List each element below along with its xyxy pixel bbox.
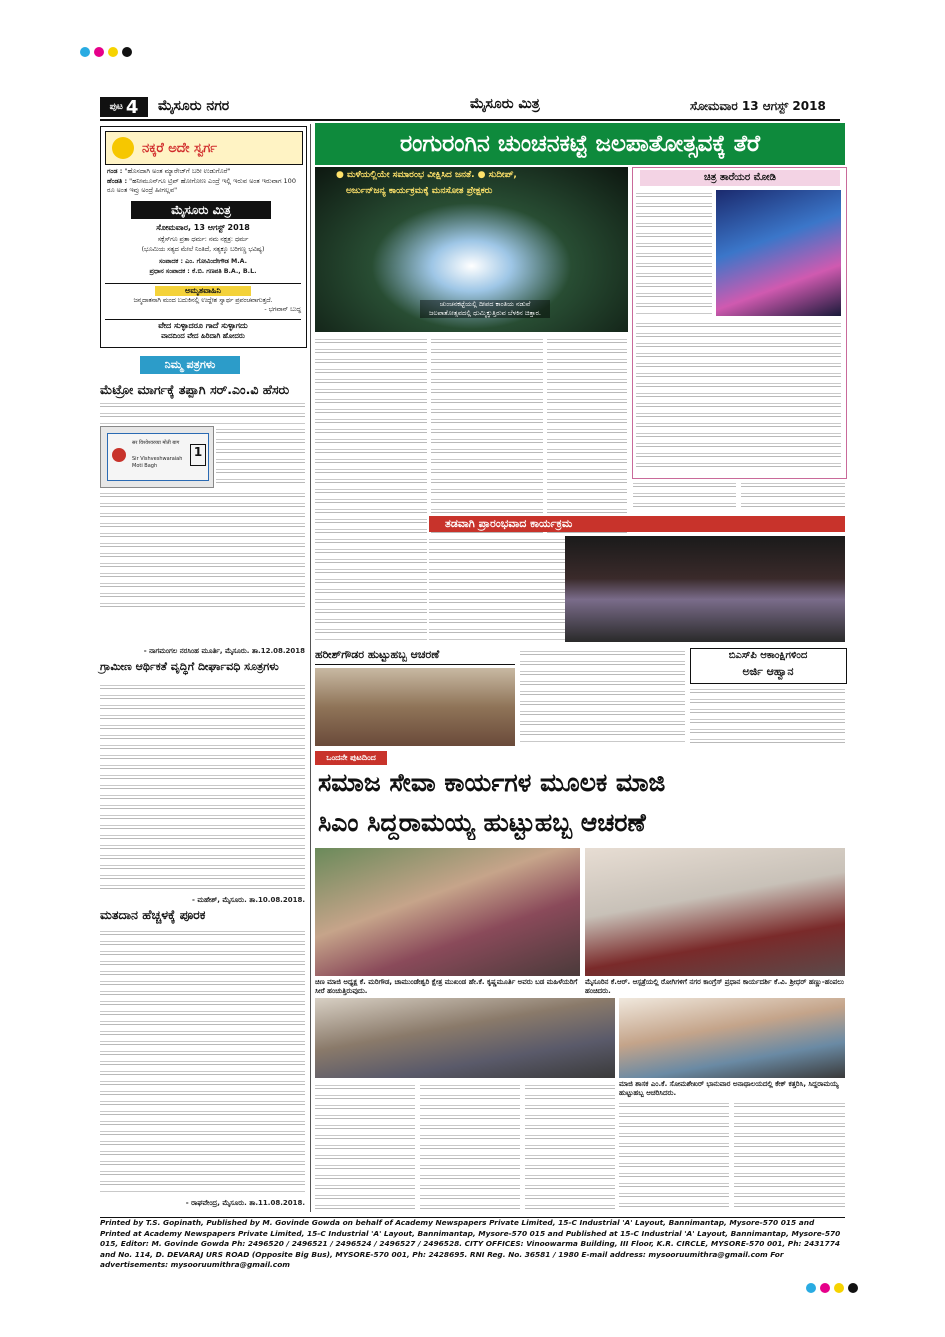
bsp-headline-1: ಬಿಎಸ್‌ಪಿ ಆಕಾಂಕ್ಷಿಗಳಿಂದ [728,650,808,661]
lead-body-col-4 [633,480,736,510]
letter-3-headline: ಮತದಾನ ಹೆಚ್ಚಳಕ್ಕೆ ಪೂರಕ [100,907,206,922]
no-entry-icon [112,448,126,462]
stars-title: ಚಿತ್ರ ತಾರೆಯರ ಮೋಡಿ [640,170,840,186]
lead-headline: ರಂಗುರಂಗಿನ ಚುಂಚನಕಟ್ಟೆ ಜಲಪಾತೋತ್ಸವಕ್ಕೆ ತೆರೆ [399,131,760,157]
page-number: 4 [125,96,139,118]
metro-sign-board [107,433,209,481]
lead-body-col-1 [315,336,427,642]
masthead-pub-editor: ಪ್ರಧಾನ ಸಂಪಾದಕ : ಕೆ.ಬಿ. ಗಣಪತಿ B.A., B.L. [149,268,257,275]
continuation-body-3 [525,1082,615,1212]
letter-1-body [100,400,305,424]
rain-crowd-photo [565,536,845,642]
stars-body-left [636,190,712,316]
stars-stage-photo [716,190,841,316]
letter-3-body [100,928,305,1192]
registration-mark-yellow [834,1283,844,1293]
page-label: ಪುಟ [109,102,123,112]
bsp-headline-2: ಅರ್ಜಿ ಆಹ್ವಾನ [742,665,794,678]
humor-line-2-text: "ಹನೀಮೂನ್‌ಗೂ ಟ್ರಿಪ್ ಹೋಗೋಣ ಎಂದ್ರೆ ಇಲ್ಲಿ ಇರುವ ಅಂತ ಇರುವಾಗ 100 ರೂ ಅಂತ ಇವ್ರು ಅಂದ್ರೆ ಹೀಗಲ್ಲವ" [107,177,296,194]
letter-2-signature: - ಮಹೇಶ್, ಮೈಸೂರು. ತಾ.10.08.2018. [191,896,305,904]
registration-mark-cyan [806,1283,816,1293]
lead-subhead-2: ಅರ್ಜುನ್‌ಜನ್ಯ ಕಾರ್ಯಕ್ರಮಕ್ಕೆ ಮನಸೋತ ಪ್ರೇಕ್ಷಕರು [346,186,493,196]
humor-title: ನಕ್ಕರೆ ಅದೇ ಸ್ವರ್ಗ [142,140,217,156]
letter-1-signature: - ನಾಗಮಂಗಲ ನರಸಿಂಹ ಮೂರ್ತಿ, ಮೈಸೂರು. ತಾ.12.08.2018 [143,647,305,655]
harish-headline: ಹರೀಶ್‌ಗೌಡರ ಹುಟ್ಟುಹಬ್ಬ ಆಚರಣೆ [315,648,515,665]
orphanage-photo-1 [315,998,615,1078]
saree-caption: ಚಿಣ ಮಾಜಿ ಅಧ್ಯಕ್ಷ ಕೆ. ಮರಿಗೌಡ, ಚಾಮುಂಡೇಶ್ವರಿ ಕ್ಷೇತ್ರ ಮುಖಂಡ ಹೇ.ಕೆ. ಕೃಷ್ಣಮೂರ್ತಿ ಅವರು ಬಡ ಮಹಿಳೆಯರಿಗೆ ಸೀರೆ ಹಂಚುತ್ತಿರುವುದು. [315,978,578,995]
orphanage-caption: ಮಾಜಿ ಶಾಸಕ ಎಂ.ಕೆ. ಸೋಮಶೇಖರ್ ಭಾನುವಾರ ಅನಾಥಾಲಯದಲ್ಲಿ ಕೇಕ್ ಕತ್ತರಿಸಿ, ಸಿದ್ದರಾಮಯ್ಯ ಹುಟ್ಟುಹಬ್ಬ ಆಚರಿಸಿದರು. [619,1080,839,1097]
bsp-body [690,686,845,744]
thought-line-1: ವೇದ ಸುಳ್ಳಾದರೂ ಗಾದೆ ಸುಳ್ಳಾಗದು [158,321,248,330]
masthead-editor: ಸಂಪಾದಕ : ಎಂ. ಗೋವಿಂದೇಗೌಡ M.A. [158,258,248,265]
letter-1-headline: ಮೆಟ್ರೋ ಮಾರ್ಗಕ್ಕೆ ತಪ್ಪಾಗಿ ಸರ್.ಎಂ.ವಿ ಹೆಸರು [100,382,290,397]
orphanage-photo-2 [619,998,845,1078]
humor-line-1-text: "ಹೊಸದಾಗಿ ಅಂತ ಮ್ಯಾರೇಜ್‌ಗೆ ಬರೀ ಉಡುಗೊರೆ" [124,167,231,175]
letters-section-label: ನಿಮ್ಮ ಪತ್ರಗಳು [140,356,240,374]
humor-line-2-label: ಹೆಂಡತಿ : [107,177,128,185]
humor-line-1 [107,167,302,176]
letter-1-body-side [216,426,305,486]
metro-sign-number: 1 [190,444,206,466]
header-date: ಸೋಮವಾರ 13 ಆಗಸ್ಟ್ 2018 [690,99,826,113]
page-number-badge [100,97,148,117]
registration-mark-cyan [80,47,90,57]
continuation-headline-1: ಸಮಾಜ ಸೇವಾ ಕಾರ್ಯಗಳ ಮೂಲಕ ಮಾಜಿ [318,768,666,797]
masthead-date: ಸೋಮವಾರ, 13 ಆಗಸ್ಟ್ 2018 [156,223,250,232]
stars-body-bottom [636,320,841,472]
continuation-body-1 [315,1082,415,1212]
quote-title: ಅಮೃತವಾಹಿನಿ [155,286,251,296]
quote-author: - ಭಗವಾನ್ ಬುದ್ಧ [264,306,301,313]
lead-subhead-1: ● ಮಳೆಯಲ್ಲಿಯೇ ಸಮಾರಂಭ ವೀಕ್ಷಿಸಿದ ಜನತೆ. ● ಸುದೀಪ್, [336,170,517,180]
continuation-label: ಒಂದನೇ ಪುಟದಿಂದ [315,751,387,765]
harish-birthday-photo [315,668,515,746]
registration-mark-magenta [820,1283,830,1293]
continuation-headline-2: ಸಿಎಂ ಸಿದ್ದರಾಮಯ್ಯ ಹುಟ್ಟುಹಬ್ಬ ಆಚರಣೆ [318,808,646,837]
masthead-line-2: (ಭೂಮಿಯ ಸತ್ಯದ ಮೇಲೆ ನಿಂತಿದೆ, ಸತ್ಯಕ್ಕೂ ಬರಿಗಣ್ಣ ಭವಿಷ್ಯ) [141,246,265,253]
quote-box [105,283,301,316]
hospital-photo [585,848,845,976]
thought-box [105,319,301,344]
rain-body [429,536,561,642]
humor-line-1-label: ಗಂಡ : [107,167,123,175]
paper-name: ಮೈಸೂರು ಮಿತ್ರ [470,96,540,112]
harish-body [520,648,685,744]
metro-sign-line-2: Sir Vishveshwaraiah Moti Bagh [132,456,183,469]
masthead-line-1: ಸಕ್ಸೆಸ್‌ಗೂ ಪ್ರತಾ ಧರ್ಮ: ನಮ ನಕ್ಷತ್ರ: ಧರ್ಮ [157,236,249,243]
section-title: ಮೈಸೂರು ನಗರ [158,98,230,114]
humor-line-2 [107,177,302,195]
masthead-logo: ಮೈಸೂರು ಮಿತ್ರ [131,201,271,219]
continuation-body-2 [420,1082,520,1212]
continuation-body-5 [734,1100,845,1212]
thought-line-2: ವಾದದಿಂದ ವೇದ ಹಿರಿದಾಗಿ ಹೋದರು [161,332,245,340]
letter-3-signature: - ರಾಘವೇಂದ್ರ, ಮೈಸೂರು. ತಾ.11.08.2018. [185,1199,305,1207]
lead-body-col-5 [741,480,845,510]
footer-imprint: Printed by T.S. Gopinath, Published by M. Govinde Gowda on behalf of Academy Newspapers Private Limited, 15-C Industrial 'A' Layout, Bannimantap, Mysore-570 015 and Printed at Academy Newspapers Private Limited, 15-C Industrial 'A' Layout, Bannimantap, Mysore-570 015 and Published at 15-C Industrial 'A' Layout, Bannimantap, Mysore-570 015, Editor: M. Govinde Gowda Ph: 2496520 / 2496521 / 2496524 / 2496527 / 2496528. CITY OFFICES: Vinoowarma Building, III Floor, K.R. CIRCLE, MYSORE-570 001, Ph: 2431774 and No. 114, D. DEVARAJ URS ROAD (Opposite Big Bus), MYSORE-570 001, Ph: 2428695. RNI Reg. No. 36581 / 1980 E-mail address: mysooruumithra@gmail.com For advertisements: mysooruumithra@gmail.com [100,1217,845,1274]
metro-sign-photo [100,426,214,488]
rain-headline: ತಡವಾಗಿ ಪ್ರಾರಂಭವಾದ ಕಾರ್ಯಕ್ರಮ [445,517,573,530]
laughing-face-icon [112,137,134,159]
registration-mark-black [848,1283,858,1293]
hospital-caption: ಮೈಸೂರಿನ ಕೆ.ಆರ್. ಆಸ್ಪತ್ರೆಯಲ್ಲಿ ರೋಗಿಗಳಿಗೆ ನಗರ ಕಾಂಗ್ರೆಸ್ ಪ್ರಧಾನ ಕಾರ್ಯದರ್ಶಿ ಕೆ.ವಿ. ಶ್ರೀಧರ್ ಹಣ್ಣು-ಹಂಪಲು ಹಂಚಿದರು. [585,978,844,995]
metro-sign-line-1: सर विश्वेश्वरय्या मोती बाग [132,440,180,446]
registration-mark-magenta [94,47,104,57]
letter-2-body [100,682,305,894]
humor-header [105,131,303,165]
quote-text: ಜನ್ಮದಾತನಾಗಿ ಮಂದ ಬದುಕಿನಲ್ಲಿ ಉದ್ದೇಶ ಸ್ವಾರ್ಥ ಪ್ರಪಂಚವಾಗುತ್ತದೆ. [133,297,273,304]
humor-box [100,126,307,348]
saree-distribution-photo [315,848,580,976]
letter-2-headline: ಗ್ರಾಮೀಣ ಆರ್ಥಿಕತೆ ವೃದ್ಧಿಗೆ ದೀರ್ಘಾವಧಿ ಸೂತ್ರಗಳು [100,660,279,673]
letter-1-body-cont [100,490,305,610]
waterfall-caption: ಚುಂಚನಕಟ್ಟೆಯಲ್ಲಿ ದೀಪದ ಕಾಂತಿಯ ನಡುವೆ ಜಲಪಾತೋತ್ಸವದಲ್ಲಿ ಧುಮ್ಮಿಕ್ಕುತ್ತಿರುವ ಬೆಳಕಿನ ಚಿತ್ತಾರ. [420,300,550,318]
registration-mark-black [122,47,132,57]
left-column-divider [310,124,311,1212]
continuation-body-4 [619,1100,729,1212]
registration-mark-yellow [108,47,118,57]
